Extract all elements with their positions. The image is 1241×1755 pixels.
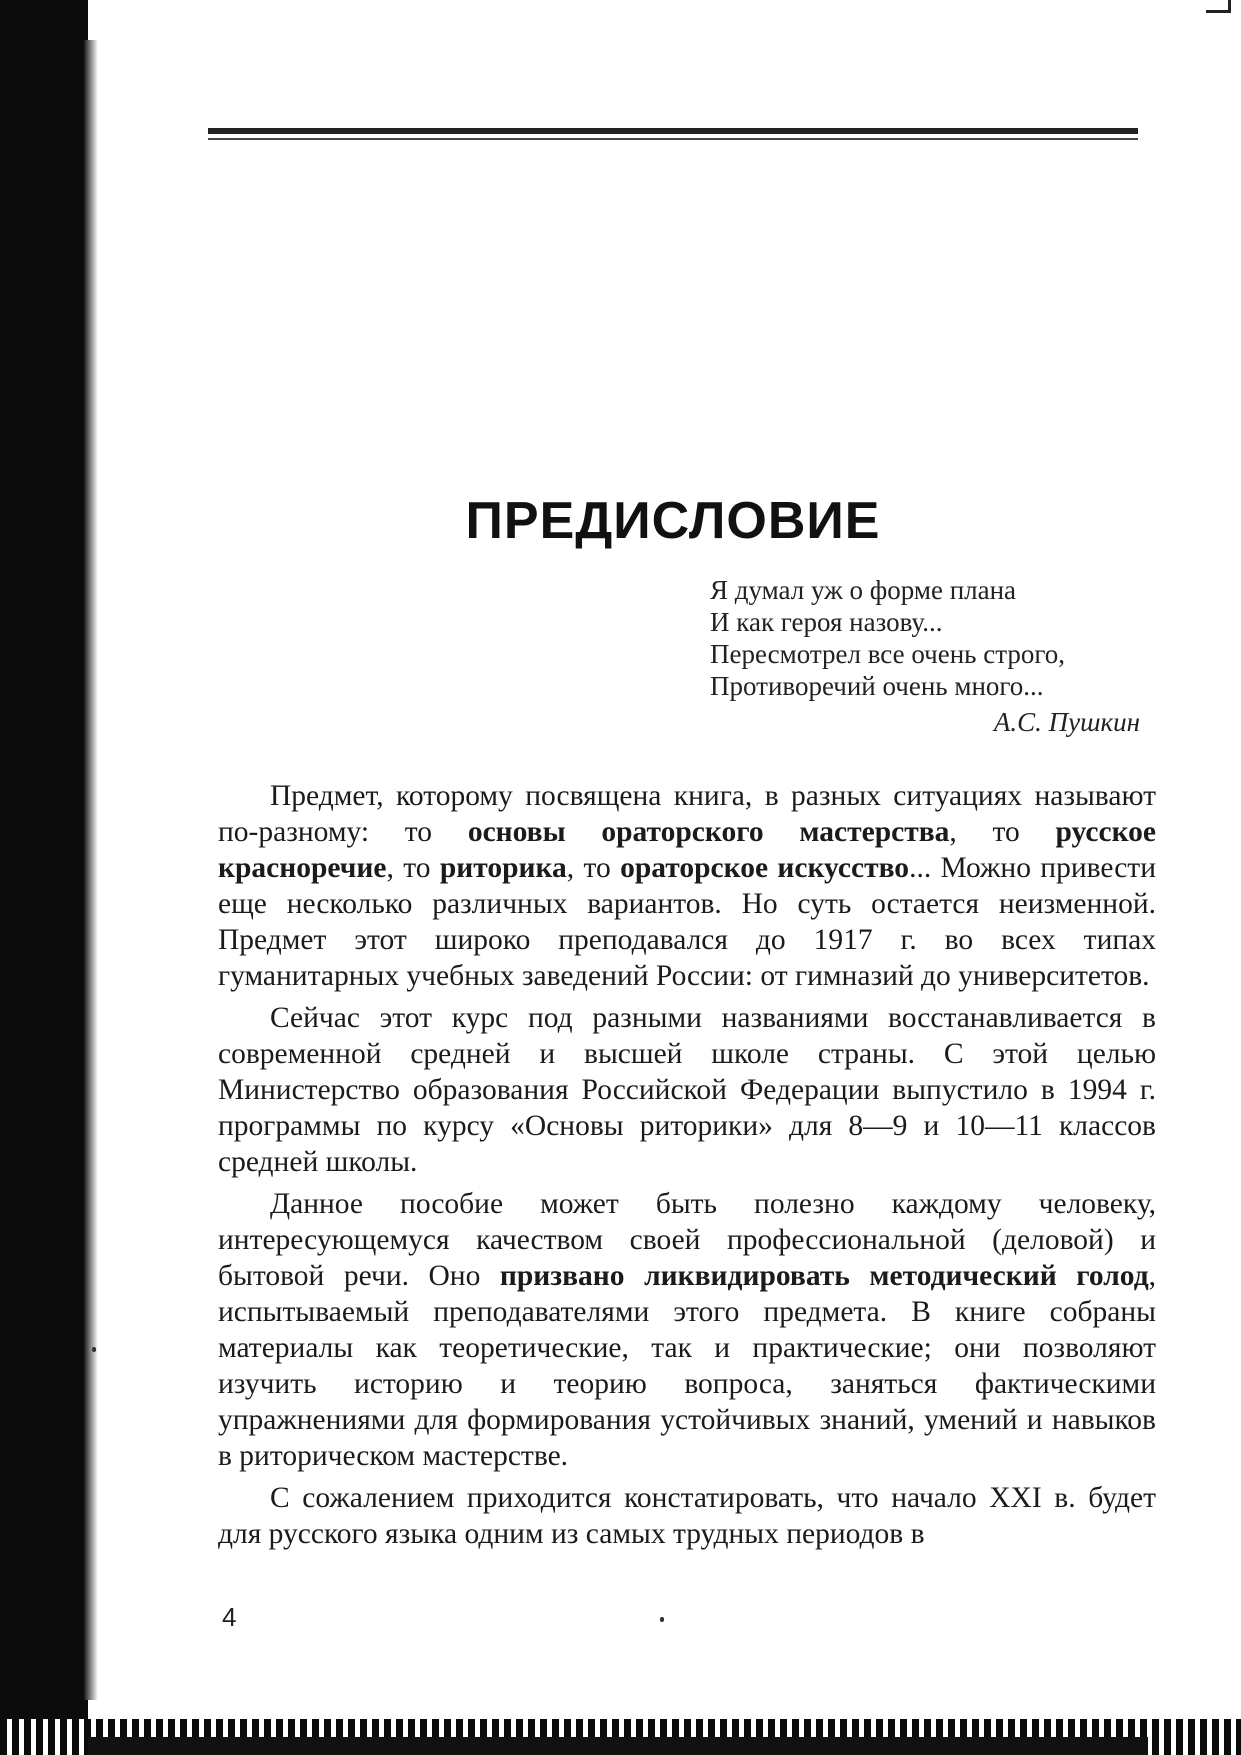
text-run: Предмет, которому посвящена книга, в разных ситуациях называют по-разному: то [218,780,1156,848]
bold-term: русское красноречие [218,816,1157,884]
text-run: Данное пособие может быть полезно каждому человеку, интересующемуся качеством своей профессиональной (деловой) и бытовой речи. Оно [218,1188,1156,1292]
text-run: , то [566,852,621,884]
header-rule-thin [208,138,1138,140]
header-rule-thick [208,128,1138,134]
paragraph [218,1480,1156,1552]
crop-mark [1206,0,1231,13]
epigraph-author: А.С. Пушкин [993,707,1140,737]
bold-term: риторика [439,852,567,884]
bold-term: ораторское искусство [620,852,910,884]
page-number: 4 [222,1602,237,1632]
text-run: , то [949,816,1056,848]
text-run: , испытываемый преподавателями этого предмета. В книге собраны материалы как теоретические, так и практические; они позволяют изучить историю и теорию вопроса, заняться фактическими упражнениями для формирования устойчивых знаний, умений и навыков в риторическом мастерстве. [218,1260,1157,1472]
epigraph-line: Пересмотрел все очень строго, [710,639,1065,669]
scan-speck [92,1347,96,1352]
scan-speck [660,1617,664,1622]
epigraph-line: Я думал уж о форме плана [710,575,1017,605]
paragraph [218,1186,1156,1474]
epigraph [710,574,1150,738]
text-run: , то [386,852,440,884]
text-run: Сейчас этот курс под разными названиями восстанавливается в современной средней и высшей школе страны. С этой целью Министерство образования Российской Федерации выпустило в 1994 г. программы по курсу «Основы риторики» для 8—9 и 10—11 классов средней школы. [218,1002,1156,1178]
bold-term: основы ораторского мастерства [467,816,950,848]
bold-term: призвано ликвидировать методический голод [499,1260,1149,1292]
scan-shadow-bottom-solid [88,1737,1148,1755]
text-run: ... Можно привести еще несколько различных вариантов. Но суть остается неизменной. Предмет этот широко преподавался до 1917 г. во всех типах гуманитарных учебных заведений России: от гимназий до университетов. [218,852,1156,992]
page-title: ПРЕДИСЛОВИЕ [465,491,881,550]
scan-shadow-left [0,0,88,1755]
paragraph [218,778,1156,994]
text-run: С сожалением приходится констатировать, что начало XXI в. будет для русского языка одним из самых трудных периодов в [218,1482,1156,1550]
paragraph [218,1000,1156,1180]
epigraph-line: И как героя назову... [710,607,943,637]
body-text [218,778,1156,1558]
epigraph-line: Противоречий очень много... [710,671,1044,701]
